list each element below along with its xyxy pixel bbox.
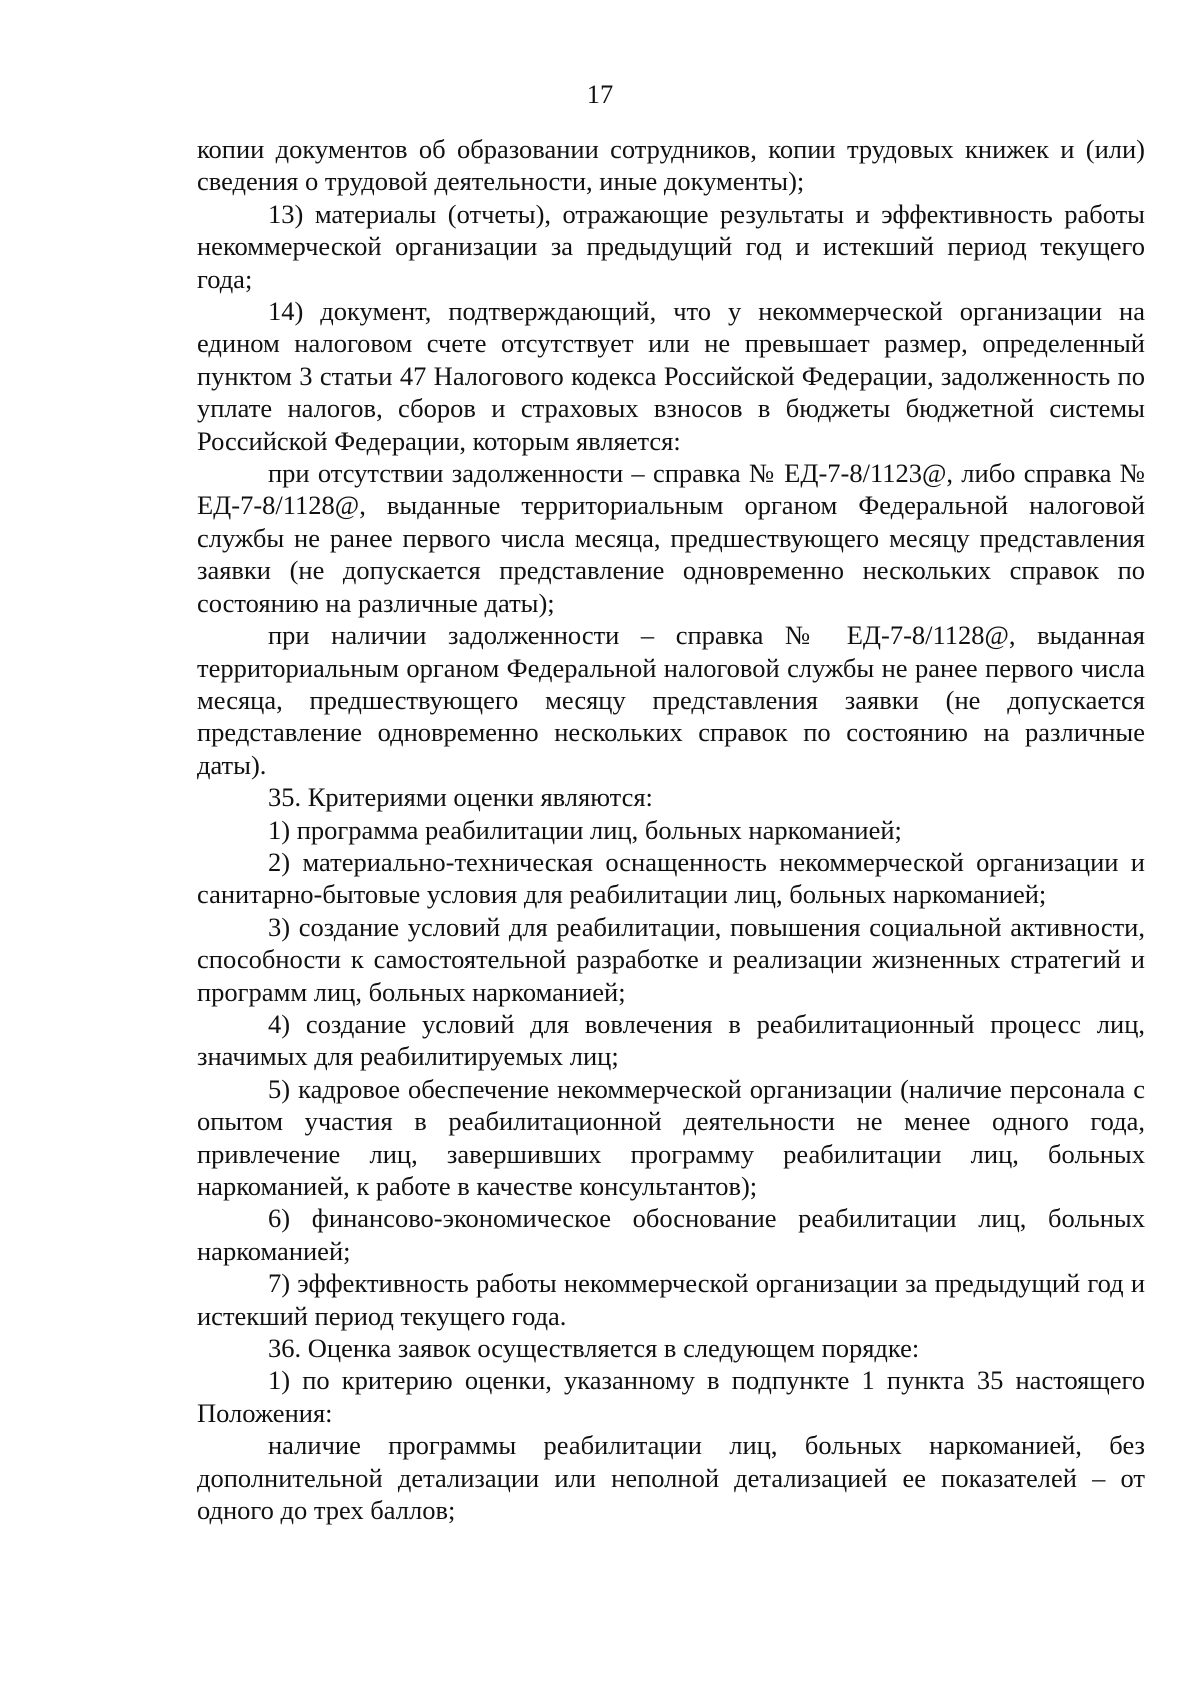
criterion-7: 7) эффективность работы некоммерческой организации за предыдущий год и истекший период текущего года. xyxy=(197,1268,1145,1331)
criterion-1: 1) программа реабилитации лиц, больных наркоманией; xyxy=(268,814,902,845)
paragraph-item-14: 14) документ, подтверждающий, что у некоммерческой организации на едином налоговом счете отсутствует или не превышает размер, определенный пунктом 3 статьи 47 Налогового кодекса Российской Федерации, задолженность по уплате налогов, сборов и страховых взносов в бюджеты бюджетной системы Российской Федерации, которым является: xyxy=(197,296,1145,456)
paragraph-no-debt: при отсутствии задолженности – справка № ЕД-7-8/1123@, либо справка № ЕД-7-8/1128@, выданные территориальным органом Федеральной налоговой службы не ранее первого числа месяца, предшествующего месяцу представления заявки (не допускается представление одновременно нескольких справок по состоянию на различные даты); xyxy=(197,458,1145,618)
paragraph-continuation: копии документов об образовании сотрудников, копии трудовых книжек и (или) сведения о трудовой деятельности, иные документы); xyxy=(197,134,1145,197)
document-body xyxy=(197,133,1145,1526)
evaluation-item-1: 1) по критерию оценки, указанному в подпункте 1 пункта 35 настоящего Положения: xyxy=(197,1365,1145,1428)
paragraph-item-13: 13) материалы (отчеты), отражающие результаты и эффективность работы некоммерческой организации за предыдущий год и истекший период текущего года; xyxy=(197,198,1145,294)
criterion-3: 3) создание условий для реабилитации, повышения социальной активности, способности к самостоятельной разработке и реализации жизненных стратегий и программ лиц, больных наркоманией; xyxy=(197,911,1145,1007)
criterion-4: 4) создание условий для вовлечения в реабилитационный процесс лиц, значимых для реабилитируемых лиц; xyxy=(197,1008,1145,1072)
criterion-5: 5) кадровое обеспечение некоммерческой организации (наличие персонала с опытом участия в реабилитационной деятельности не менее одного года, привлечение лиц, завершивших программу реабилитации лиц, больных наркоманией, к работе в качестве консультантов); xyxy=(197,1073,1145,1201)
paragraph-section-36: 36. Оценка заявок осуществляется в следующем порядке: xyxy=(268,1333,920,1364)
criterion-6: 6) финансово-экономическое обоснование реабилитации лиц, больных наркоманией; xyxy=(197,1203,1145,1266)
criterion-2: 2) материально-техническая оснащенность некоммерческой организации и санитарно-бытовые условия для реабилитации лиц, больных наркоманией; xyxy=(197,846,1145,910)
paragraph-with-debt: при наличии задолженности – справка № ЕД-7-8/1128@, выданная территориальным органом Федеральной налоговой службы не ранее первого числа месяца, предшествующего месяцу представления заявки (не допускается представление одновременно нескольких справок по состоянию на различные даты). xyxy=(197,620,1145,780)
evaluation-item-1-detail: наличие программы реабилитации лиц, больных наркоманией, без дополнительной детализации или неполной детализацией ее показателей – от одного до трех баллов; xyxy=(197,1430,1145,1526)
page-number: 17 xyxy=(586,79,614,109)
paragraph-section-35: 35. Критериями оценки являются: xyxy=(268,782,653,813)
